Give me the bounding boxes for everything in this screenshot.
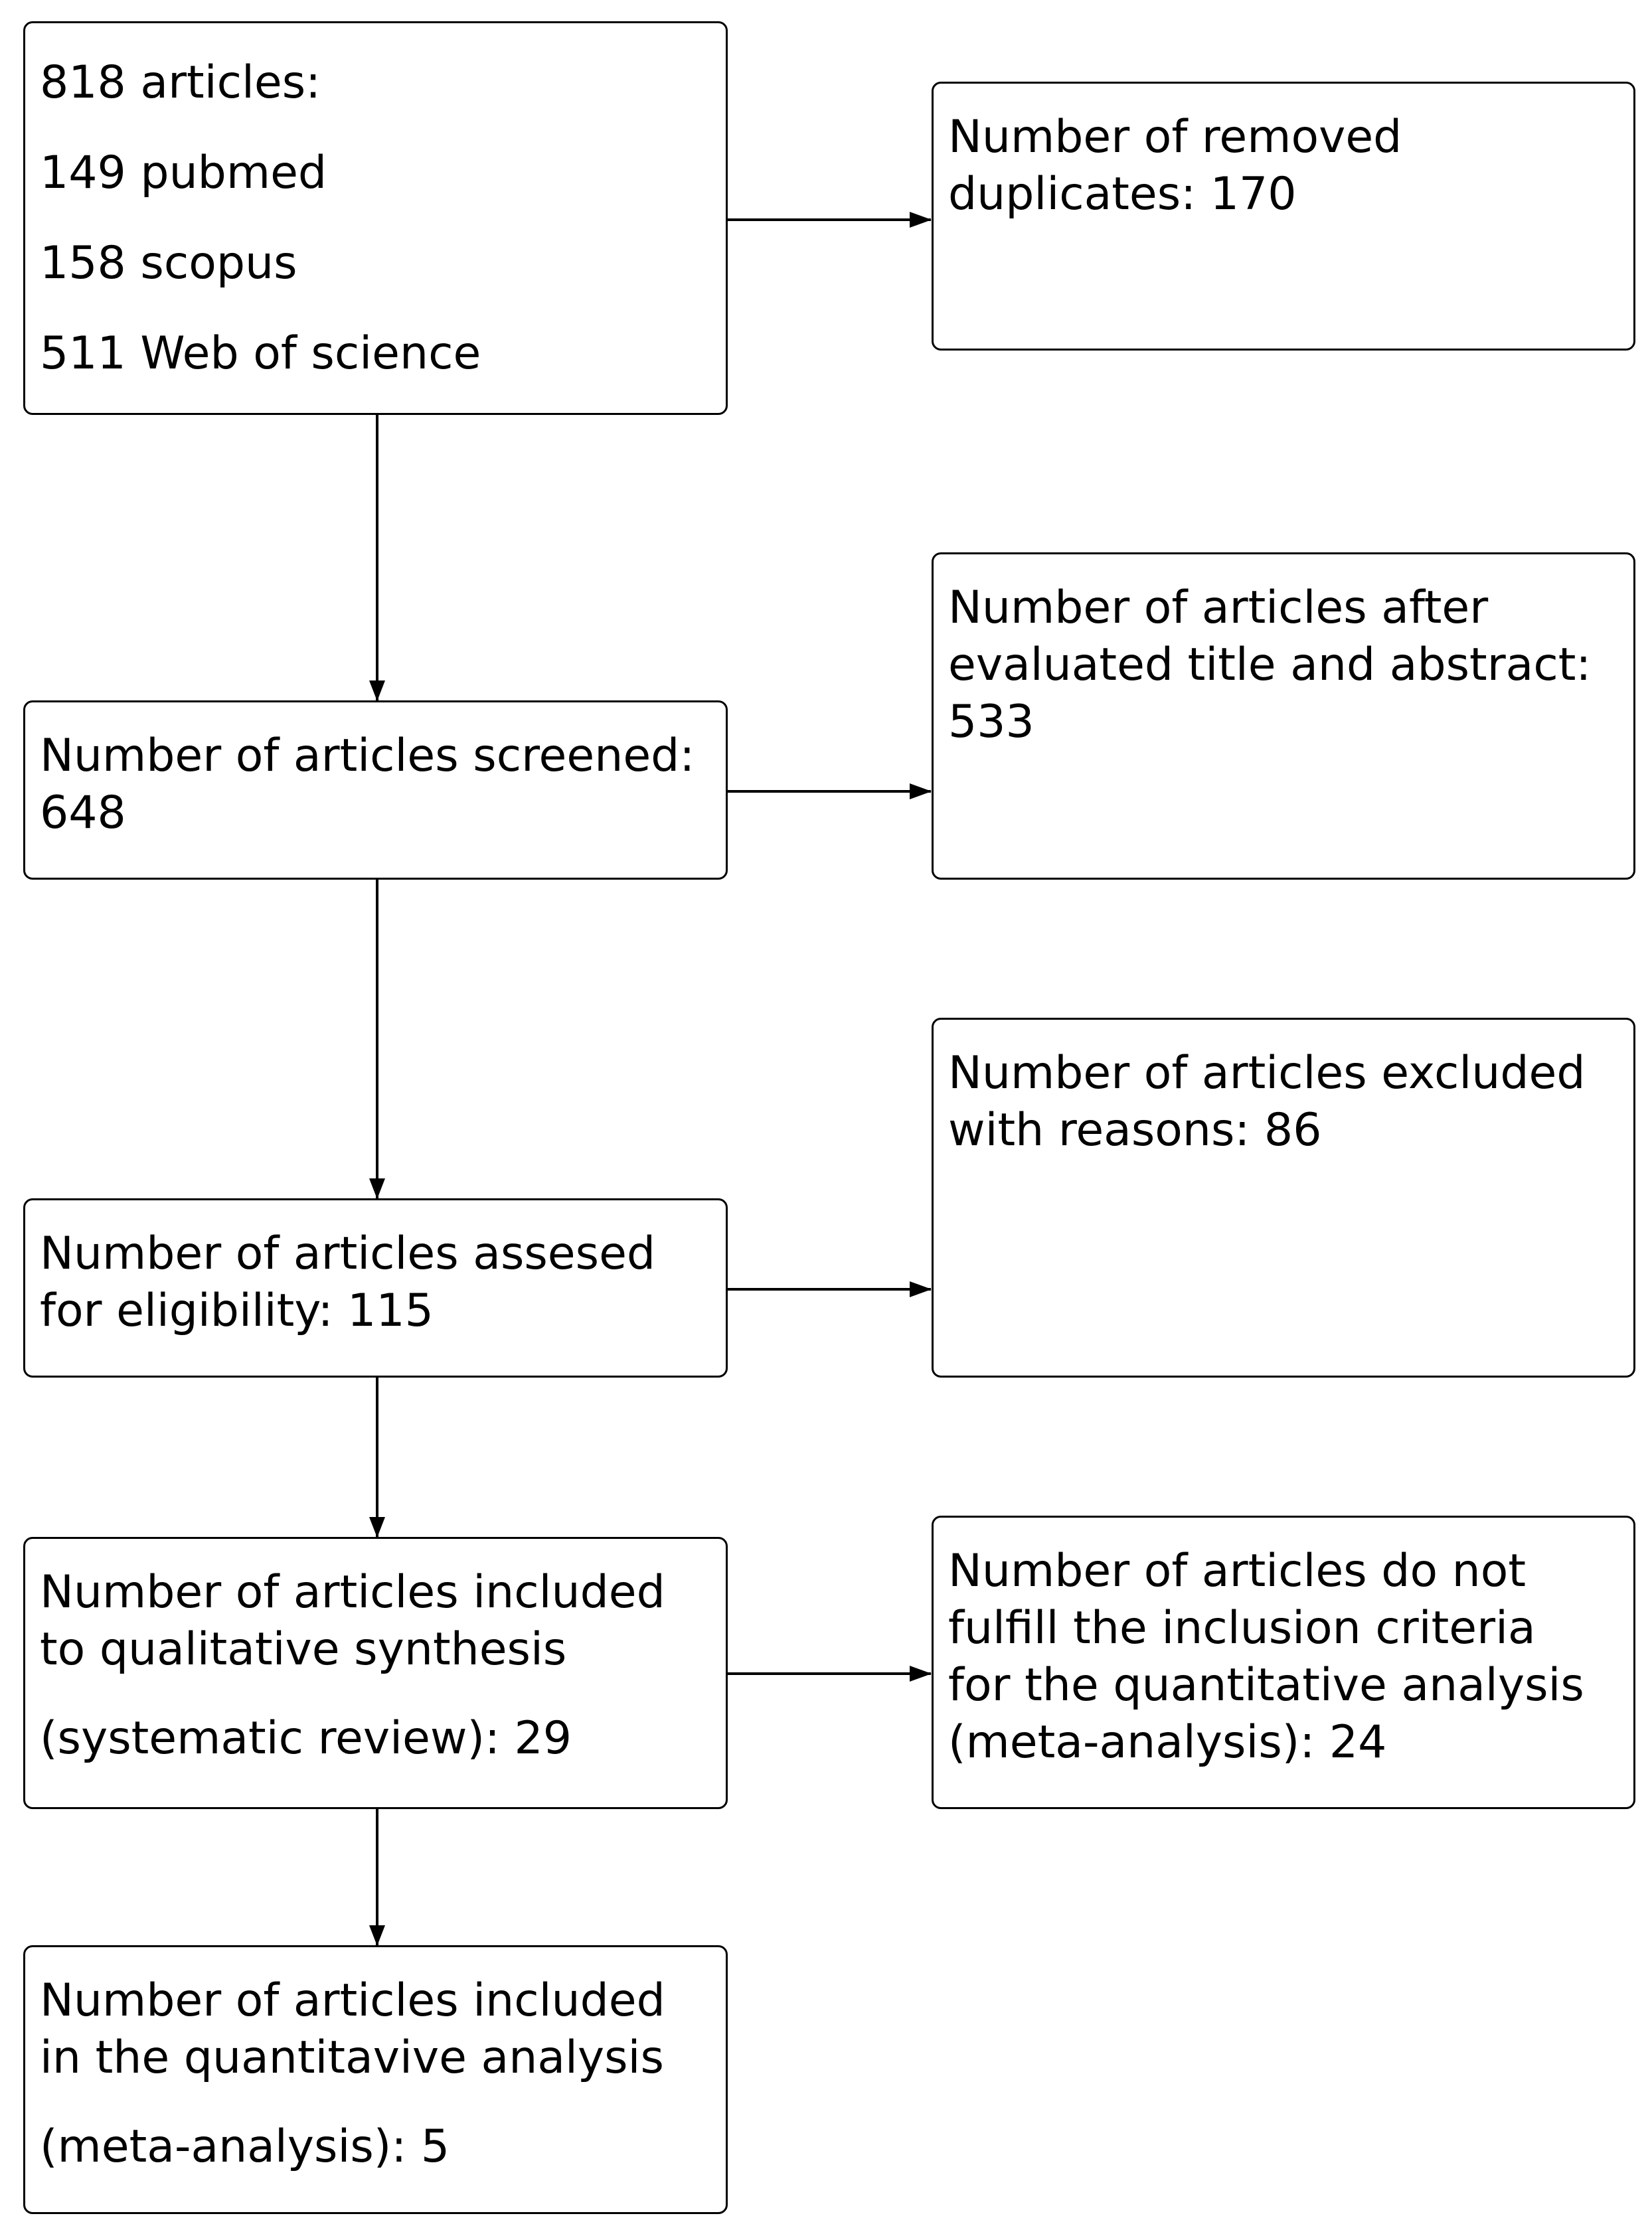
- box-identification: [23, 21, 728, 415]
- quantitative-line-1: Number of articles included: [40, 1974, 665, 2027]
- identification-line-3: 158 scopus: [40, 237, 297, 289]
- identification-line-2: 149 pubmed: [40, 147, 327, 199]
- not-fulfill-line-2: fulfill the inclusion criteria: [948, 1602, 1536, 1654]
- arrowhead-screened-to-eligibility: [369, 1178, 385, 1199]
- quantitative-line-3: (meta-analysis): 5: [40, 2120, 450, 2173]
- horizontal-arrows: [728, 212, 932, 1682]
- arrowhead-screened-to-title-abstract: [910, 783, 932, 799]
- quantitative-line-2: in the quantitavive analysis: [40, 2032, 664, 2084]
- box-title-abstract: [932, 552, 1635, 880]
- identification-line-4: 511 Web of science: [40, 327, 481, 380]
- excluded-line-2: with reasons: 86: [948, 1104, 1322, 1157]
- title-abstract-line-2: evaluated title and abstract:: [948, 639, 1592, 691]
- qualitative-line-3: (systematic review): 29: [40, 1712, 572, 1765]
- not-fulfill-line-1: Number of articles do not: [948, 1545, 1527, 1597]
- not-fulfill-line-4: (meta-analysis): 24: [948, 1716, 1387, 1769]
- box-quantitative: [23, 1945, 728, 2214]
- screened-line-2: 648: [40, 787, 126, 839]
- box-qualitative: [23, 1537, 728, 1809]
- box-not-fulfill: [932, 1516, 1635, 1809]
- qualitative-line-1: Number of articles included: [40, 1566, 665, 1619]
- title-abstract-line-3: 533: [948, 696, 1034, 748]
- eligibility-line-1: Number of articles assesed: [40, 1228, 656, 1280]
- duplicates-line-1: Number of removed: [948, 111, 1402, 163]
- arrowhead-identification-to-duplicates: [910, 212, 932, 228]
- identification-line-1: 818 articles:: [40, 56, 321, 109]
- duplicates-line-2: duplicates: 170: [948, 168, 1297, 220]
- qualitative-line-2: to qualitative synthesis: [40, 1623, 567, 1676]
- box-eligibility: [23, 1198, 728, 1378]
- arrowhead-qualitative-to-not-fulfill: [910, 1666, 932, 1682]
- arrowhead-qualitative-to-quantitative: [369, 1925, 385, 1946]
- excluded-line-1: Number of articles excluded: [948, 1047, 1586, 1099]
- box-duplicates: [932, 82, 1635, 351]
- eligibility-line-2: for eligibility: 115: [40, 1285, 434, 1337]
- box-excluded: [932, 1018, 1635, 1378]
- screened-line-1: Number of articles screened:: [40, 730, 695, 782]
- not-fulfill-line-3: for the quantitative analysis: [948, 1659, 1584, 1712]
- arrowhead-eligibility-to-excluded: [910, 1281, 932, 1297]
- box-screened: [23, 700, 728, 880]
- arrowhead-eligibility-to-qualitative: [369, 1517, 385, 1538]
- arrowhead-identification-to-screened: [369, 680, 385, 701]
- title-abstract-line-1: Number of articles after: [948, 582, 1489, 634]
